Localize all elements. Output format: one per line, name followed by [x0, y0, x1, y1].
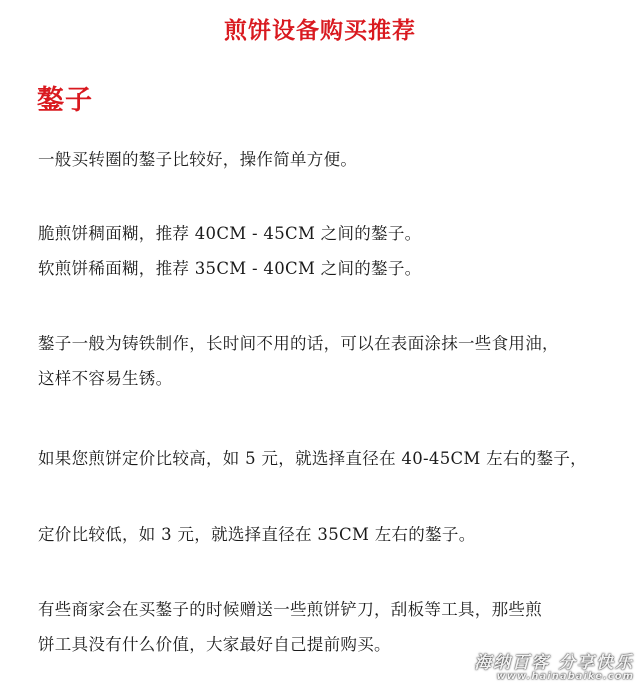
paragraph-1 — [38, 142, 638, 177]
paragraph-line: 软煎饼稀面糊，推荐 35CM - 40CM 之间的鏊子。 — [38, 259, 422, 278]
paragraph-line: 鏊子一般为铸铁制作，长时间不用的话，可以在表面涂抹一些食用油， — [38, 334, 559, 353]
section-heading: 鏊子 — [37, 85, 93, 116]
watermark-url: www.hainabaike.com — [496, 671, 634, 682]
watermark-text: 海纳百客 分享快乐 — [474, 653, 634, 673]
paragraph-5 — [38, 517, 638, 552]
watermark — [474, 648, 634, 682]
paragraph-line: 如果您煎饼定价比较高，如 5 元，就选择直径在 40-45CM 左右的鏊子， — [38, 449, 587, 468]
paragraph-3 — [38, 326, 638, 396]
paragraph-line: 定价比较低，如 3 元，就选择直径在 35CM 左右的鏊子。 — [38, 525, 476, 544]
paragraph-line: 有些商家会在买鏊子的时候赠送一些煎饼铲刀，刮板等工具，那些煎 — [38, 600, 542, 619]
paragraph-line: 一般买转圈的鏊子比较好，操作简单方便。 — [38, 150, 358, 169]
paragraph-line: 脆煎饼稠面糊，推荐 40CM - 45CM 之间的鏊子。 — [38, 224, 422, 243]
paragraph-2 — [38, 216, 638, 286]
paragraph-line: 饼工具没有什么价值，大家最好自己提前购买。 — [38, 635, 391, 654]
page-title: 煎饼设备购买推荐 — [224, 18, 416, 44]
paragraph-line: 这样不容易生锈。 — [38, 369, 173, 388]
paragraph-4 — [38, 441, 638, 476]
